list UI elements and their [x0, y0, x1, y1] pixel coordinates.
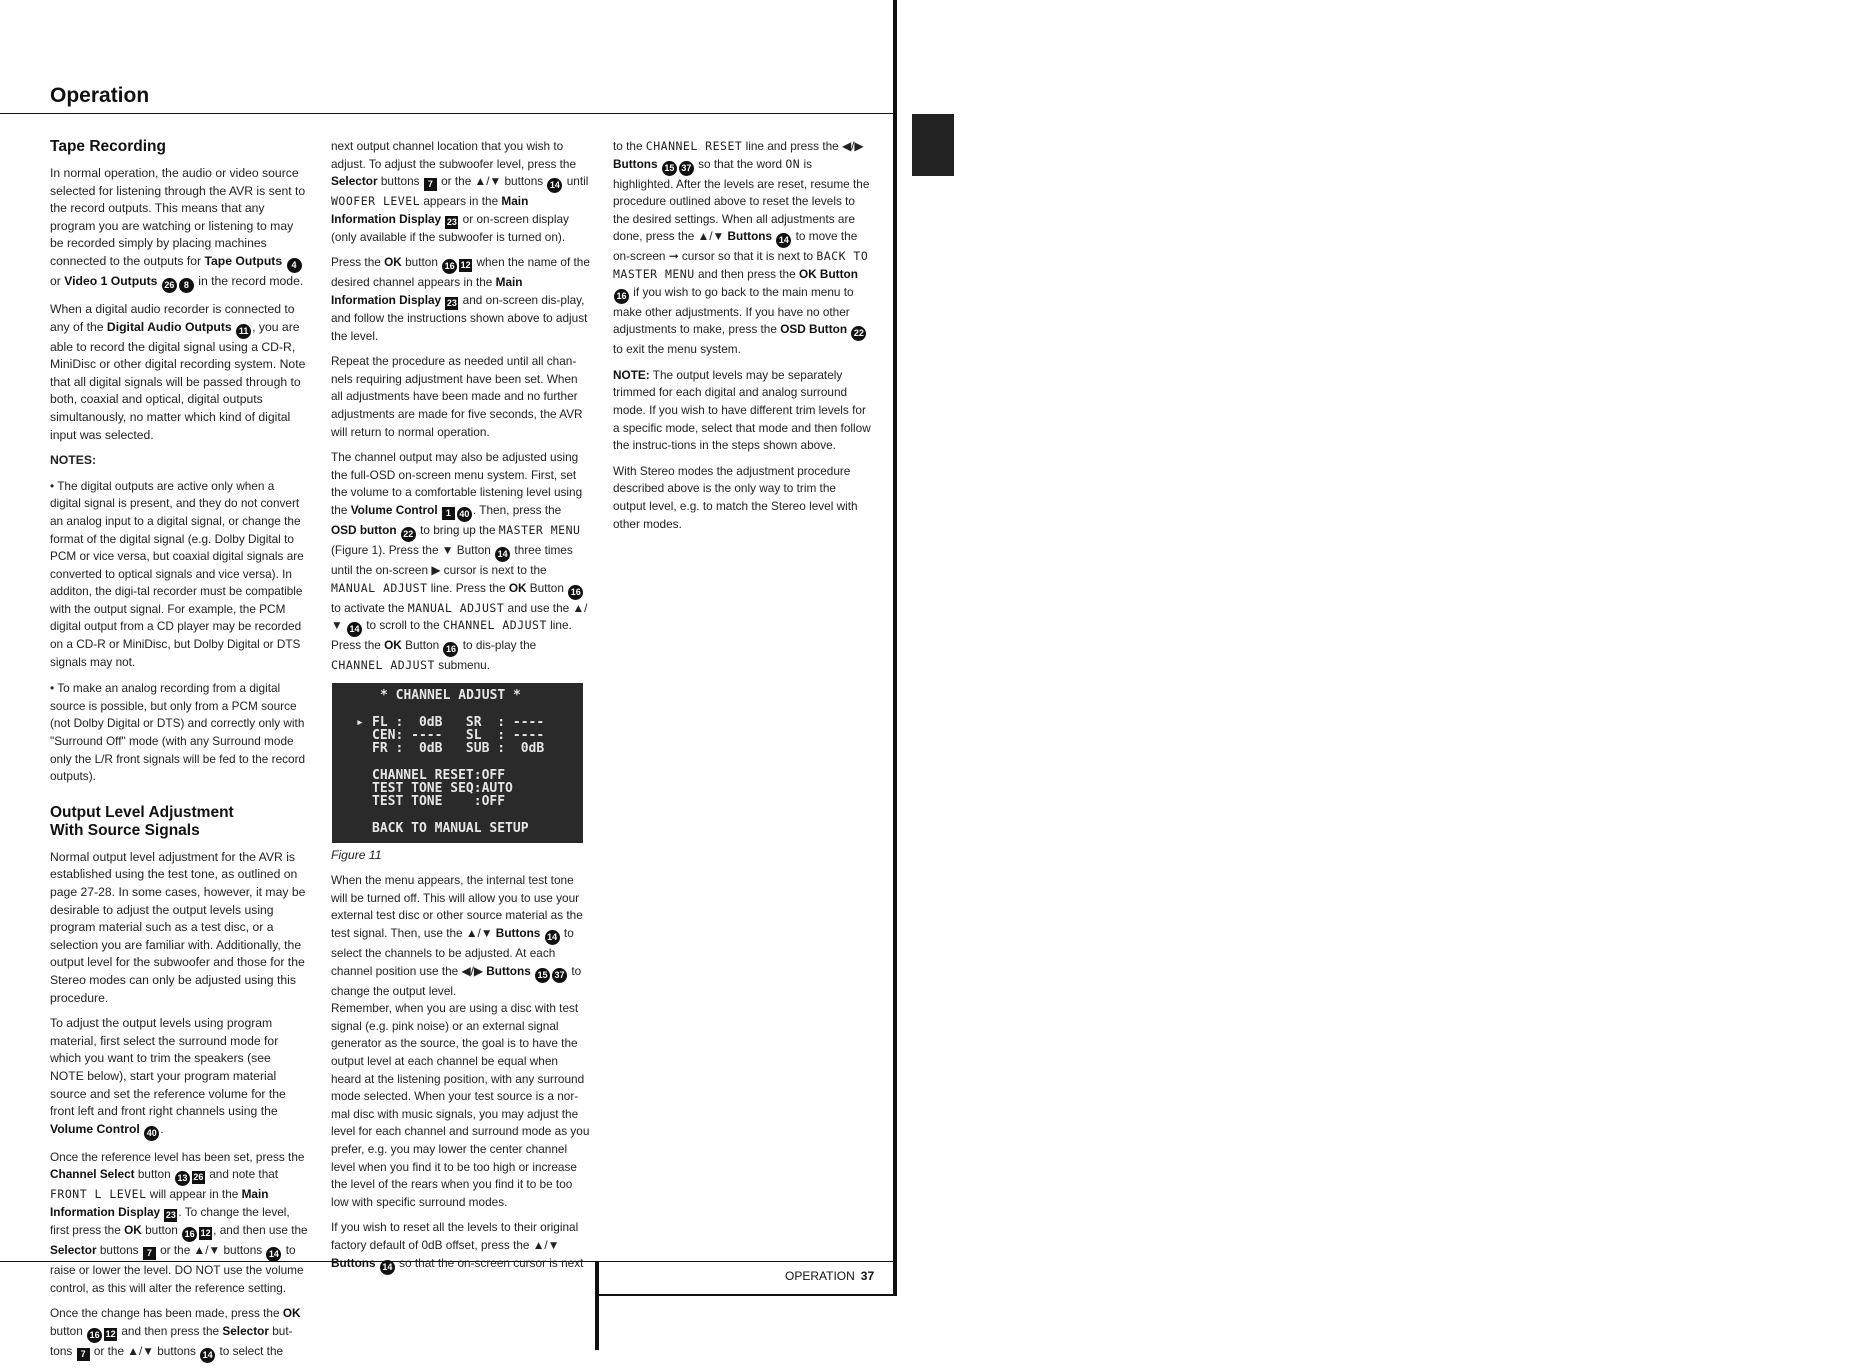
ref-badge: 1	[442, 507, 455, 520]
osd-title: * CHANNEL ADJUST *	[380, 687, 521, 703]
footer-section: OPERATION	[785, 1269, 855, 1283]
ref-badge: 23	[165, 1209, 176, 1220]
paragraph: With Stereo modes the adjustment procedure described above is the only way to trim the output level, e.g. to match the Stereo level with other modes.	[613, 463, 858, 531]
ref-badge: 12	[460, 260, 471, 271]
ref-badge: 23	[446, 297, 457, 308]
ref-badge: 40	[457, 507, 472, 522]
paragraph: If you wish to reset all the levels to their original factory default of 0dB offset, press the ▲/▼ Buttons 14 so that the on-screen cursor is next	[331, 1219, 590, 1274]
ref-badge: 14	[347, 622, 362, 637]
ref-badge: 16	[614, 289, 629, 304]
column-1	[50, 138, 308, 1371]
language-tab	[912, 114, 1851, 286]
ref-badge: 16	[182, 1227, 197, 1242]
note: NOTE: The output levels may be separately trimmed for each digital and analog surround mode. If you wish to have different trim levels for a specific mode, select that mode and then follow the instruc-tions in the steps shown above.	[613, 367, 871, 453]
paragraph: to the CHANNEL RESET line and press the ◀/▶ Buttons 15 37 so that the word ON is highlighted. After the levels are reset, resume the procedure outlined above to reset the levels to the desired settings. When all adjustments are done, press the ▲/▼ Buttons 14 to move the on-screen ➞ cursor so that it is next to BACK TO MASTER MENU and then press the OK Button 16 if you wish to go back to the main menu to make other adjustments. If you have no other adjustments to make, press the OSD Button 22 to exit the menu system.	[613, 139, 870, 357]
ref-badge: 16	[87, 1328, 102, 1343]
osd-cursor-icon: ▸	[356, 714, 364, 730]
ref-badge: 15	[662, 161, 677, 176]
ref-badge: 7	[424, 178, 437, 191]
ref-badge: 37	[552, 968, 567, 983]
ref-badge: 13	[175, 1171, 190, 1186]
osd-row: TEST TONE :OFF	[372, 793, 506, 809]
ref-badge: 40	[144, 1126, 159, 1141]
ref-badge: 12	[105, 1328, 116, 1339]
ref-badge: 16	[442, 259, 457, 274]
footer-divider	[595, 1262, 599, 1350]
ref-badge: 7	[143, 1247, 156, 1260]
ref-badge: 15	[535, 968, 550, 983]
column-3	[613, 138, 872, 541]
ref-badge: 14	[547, 178, 562, 193]
osd-row: FL : 0dB SR : ----	[372, 714, 545, 730]
ref-badge: 23	[446, 216, 457, 227]
ref-badge: 22	[401, 527, 416, 542]
note-1: • The digital outputs are active only when a digital signal is present, and they do not convert an analog input to a digital signal, or change the format of the digital signal (e.g. Dolby Digital to PCM or vice versa, but coaxial digital signals are converted to optical signals and vice versa). In additon, the digi-tal recorder must be compatible with the output signal. For example, the PCM digital output from a CD player may be recorded on a CD-R or MiniDisc, but Dolby Digital or DTS signals may not.	[50, 478, 304, 669]
osd-channel-adjust-screenshot	[332, 683, 583, 843]
paragraph: Once the change has been made, press the OK button 16 12 and then press the Selector but-tons 7 or the ▲/▼ buttons 14 to select the	[50, 1305, 308, 1363]
ref-badge: 14	[200, 1348, 215, 1363]
ref-badge: 12	[200, 1227, 211, 1238]
paragraph: Repeat the procedure as needed until all chan-nels requiring adjustment have been set. When all adjustments have been made and no further adjustments are made for five seconds, the AVR will return to normal operation.	[331, 354, 583, 439]
ref-badge: 16	[443, 642, 458, 657]
osd-row: FR : 0dB SUB : 0dB	[372, 740, 545, 756]
ref-badge: 22	[851, 326, 866, 341]
paragraph: When the menu appears, the internal test tone will be turned off. This will allow you to use your external test disc or other source material as the test signal. Then, use the ▲/▼ Buttons 14 to select the channels to be adjusted. At each channel position use the ◀/▶ Buttons 15 37 to change the output level.	[331, 873, 583, 998]
osd-row: TEST TONE SEQ:AUTO	[372, 780, 513, 796]
osd-row: CEN: ---- SL : ----	[372, 727, 545, 743]
paragraph: Remember, when you are using a disc with test signal (e.g. pink noise) or an external signal generator as the source, the goal is to have the output level at each channel be equal when heard at the listening position, with any surround mode selected. When your test source is a nor-mal disc with music signals, you may adjust the level for each channel and surround mode as you prefer, e.g. you may lower the center channel level when you find it to be too high or increase the level of the rears when you find it to be too low with specific surround modes.	[331, 1001, 590, 1209]
ref-badge: 26	[162, 278, 177, 293]
note-2: • To make an analog recording from a digital source is possible, but only from a PCM source (not Dolby Digital or DTS) and correctly only with "Surround Off" mode (with any Surround mode only the L/R front signals will be fed to the record outputs).	[50, 681, 306, 784]
footer-underline	[597, 1294, 897, 1296]
right-edge-rule	[893, 0, 897, 1296]
page-footer	[785, 1269, 874, 1283]
figure-caption: Figure 11	[331, 847, 382, 862]
header-rule	[0, 113, 894, 114]
ref-badge: 11	[236, 324, 251, 339]
paragraph: In normal operation, the audio or video source selected for listening through the AVR is sent to the record outputs. This means that any program you are watching or listening to may be recorded simply by placing machines connected to the outputs for Tape Outputs 4 or Video 1 Outputs 26 8 in the record mode.	[50, 165, 308, 293]
ref-badge: 14	[266, 1247, 281, 1262]
ref-badge: 14	[380, 1260, 395, 1275]
notes-heading: NOTES:	[50, 453, 97, 468]
ref-badge: 37	[679, 161, 694, 176]
ref-badge: 7	[77, 1348, 90, 1361]
page-title: Operation	[50, 84, 150, 107]
ref-badge: 14	[545, 930, 560, 945]
column-2	[331, 138, 590, 1283]
page-number: 37	[860, 1269, 875, 1283]
paragraph: next output channel location that you wish to adjust. To adjust the subwoofer level, press the Selector buttons 7 or the ▲/▼ buttons 14 until WOOFER LEVEL appears in the Main Information Display 23 or on-screen display (only available if the subwoofer is turned on).	[331, 139, 589, 244]
paragraph: Normal output level adjustment for the AVR is established using the test tone, as outlined on page 27-28. In some cases, however, it may be desirable to adjust the output levels using program material such as a test disc, or a selection you are familiar with. Additionally, the output level for the subwoofer and those for the Stereo modes can only be adjusted using this procedure.	[50, 849, 306, 1005]
heading-tape-recording: Tape Recording	[50, 138, 166, 155]
paragraph: Press the OK button 16 12 when the name of the desired channel appears in the Main Information Display 23 and on-screen dis-play, and follow the instructions shown above to adjust the level.	[331, 255, 590, 343]
heading-output-level: Output Level Adjustment With Source Signals	[50, 803, 234, 839]
ref-badge: 16	[568, 585, 583, 600]
osd-row: BACK TO MANUAL SETUP	[372, 820, 529, 836]
paragraph: To adjust the output levels using program material, first select the surround mode for which you want to trim the speakers (see NOTE below), start your program material source and set the reference volume for the front left and front right channels using the Volume Control 40 .	[50, 1015, 308, 1141]
ref-badge: 8	[179, 278, 194, 293]
osd-row: CHANNEL RESET:OFF	[372, 767, 506, 783]
paragraph: When a digital audio recorder is connected to any of the Digital Audio Outputs 11 , you are able to record the digital signal using a CD-R, MiniDisc or other digital recording system. Note that all digital signals will be passed through to both, coaxial and optical, digital outputs simultanously, no matter which kind of digital input was selected.	[50, 301, 306, 442]
ref-badge: 14	[495, 547, 510, 562]
paragraph: The channel output may also be adjusted using the full-OSD on-screen menu system. First, set the volume to a comfortable listening level using the Volume Control 1 40 . Then, press the OSD button 22 to bring up the MASTER MENU (Figure 1). Press the ▼ Button 14 three times until the on-screen ▶ cursor is next to the MANUAL ADJUST line. Press the OK Button 16 to activate the MANUAL ADJUST and use the ▲/▼ 14 to scroll to the CHANNEL ADJUST line. Press the OK Button 16 to dis-play the CHANNEL ADJUST submenu.	[331, 450, 588, 673]
language-tab-label: ENGLISH	[1839, 232, 1851, 286]
paragraph: Once the reference level has been set, press the Channel Select button 13 26 and note that FRONT L LEVEL will appear in the Main Information Display 23 . To change the level, first press the OK button 16 12 , and then use the Selector buttons 7 or the ▲/▼ buttons 14 to raise or lower the level. DO NOT use the volume control, as this will alter the reference setting.	[50, 1149, 308, 1295]
ref-badge: 26	[193, 1172, 204, 1183]
ref-badge: 4	[287, 258, 302, 273]
ref-badge: 14	[776, 233, 791, 248]
